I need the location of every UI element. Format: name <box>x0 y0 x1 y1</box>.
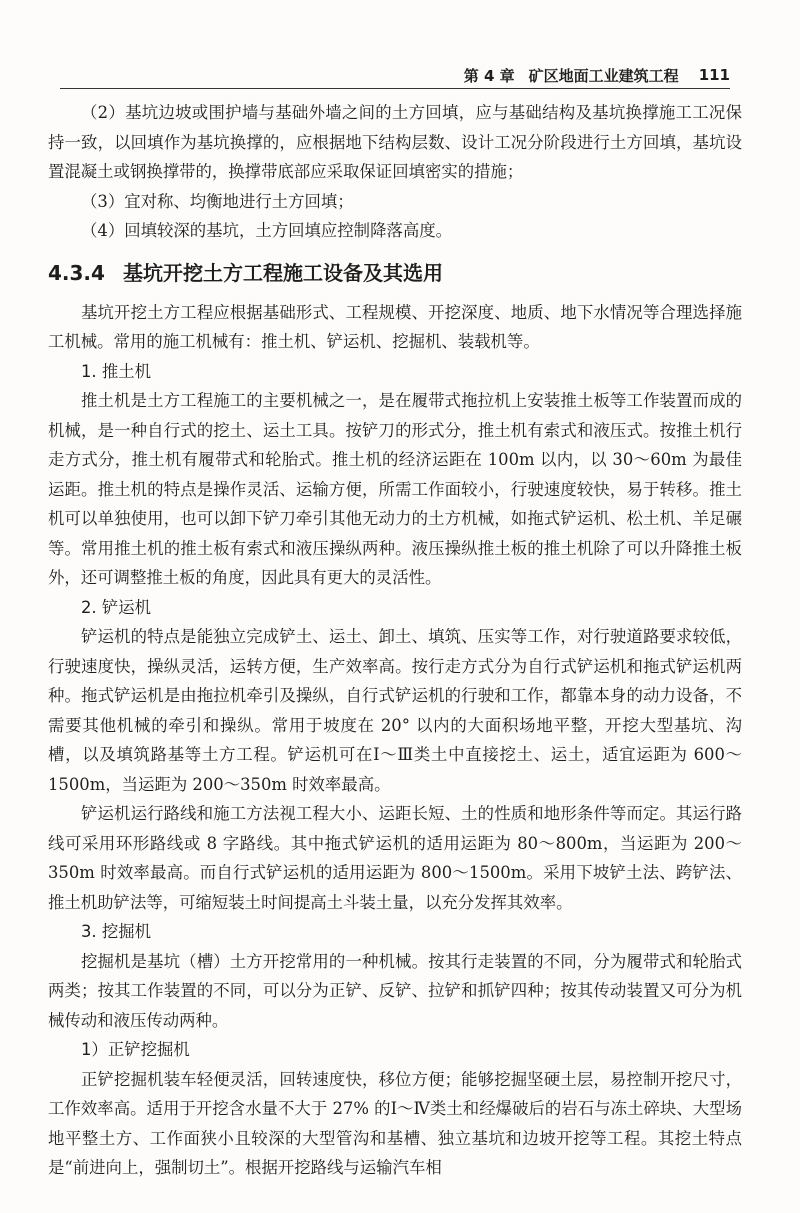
list-item-4: （4）回填较深的基坑，土方回填应控制降落高度。 <box>81 221 453 240</box>
header-chapter-title: 矿区地面工业建筑工程 <box>528 66 679 85</box>
section-heading <box>48 258 742 288</box>
excavator-paragraph: 挖掘机是基坑（槽）土方开挖常用的一种机械。按其行走装置的不同，分为履带式和轮胎式两类；按其工作装置的不同，可以分为正铲、反铲、拉铲和抓铲四种；按其传动装置又可分为机械传动和液压传动两种。 <box>48 951 742 1030</box>
section-title: 基坑开挖土方工程施工设备及其选用 <box>122 260 443 285</box>
header-chapter: 第 4 章 <box>463 66 515 85</box>
front-shovel-heading: 1）正铲挖掘机 <box>81 1040 190 1059</box>
scraper-paragraph-2: 铲运机运行路线和施工方法视工程大小、运距长短、土的性质和地形条件等而定。其运行路线可采用环形路线或 8 字路线。其中拖式铲运机的适用运距为 80～800m，当运距为 200～350m 时效率最高。而自行式铲运机的适用运距为 800～1500m。采用下坡铲土法、跨铲法、推土机助铲法等，可缩短装土时间提高土斗装土量，以充分发挥其效率。 <box>48 804 742 912</box>
page-number: 111 <box>698 66 730 84</box>
section-number: 4.3.4 <box>48 260 105 285</box>
page-body <box>48 98 742 1183</box>
bulldozer-paragraph: 推土机是土方工程施工的主要机械之一，是在履带式拖拉机上安装推土板等工作装置而成的机械，是一种自行式的挖土、运土工具。按铲刀的形式分，推土机有索式和液压式。按推土机行走方式分，推土机有履带式和轮胎式。推土机的经济运距在 100m 以内，以 30～60m 为最佳运距。推土机的特点是操作灵活、运输方便，所需工作面较小，行驶速度较快，易于转移。推土机可以单独使用，也可以卸下铲刀牵引其他无动力的土方机械，如拖式铲运机、松土机、羊足碾等。常用推土机的推土板有索式和液压操纵两种。液压操纵推土板的推土机除了可以升降推土板外，还可调整推土板的角度，因此具有更大的灵活性。 <box>48 391 742 587</box>
scraper-paragraph-1: 铲运机的特点是能独立完成铲土、运土、卸土、填筑、压实等工作，对行驶道路要求较低，行驶速度快，操纵灵活，运转方便，生产效率高。按行走方式分为自行式铲运机和拖式铲运机两种。拖式铲运机是由拖拉机牵引及操纵，自行式铲运机的行驶和工作，都靠本身的动力设备，不需要其他机械的牵引和操纵。常用于坡度在 20° 以内的大面积场地平整，开挖大型基坑、沟槽，以及填筑路基等土方工程。铲运机可在Ⅰ～Ⅲ类土中直接挖土、运土，适宜运距为 600～1500m，当运距为 200～350m 时效率最高。 <box>48 627 742 794</box>
scraper-heading: 2. 铲运机 <box>81 597 152 617</box>
bulldozer-heading: 1. 推土机 <box>81 361 152 381</box>
list-item-2: （2）基坑边坡或围护墙与基础外墙之间的土方回填，应与基础结构及基坑换撑施工工况保持一致，以回填作为基坑换撑的，应根据地下结构层数、设计工况分阶段进行土方回填，基坑设置混凝土或钢换撑带的，换撑带底部应采取保证回填密实的措施； <box>48 103 742 181</box>
section-intro: 基坑开挖土方工程应根据基础形式、工程规模、开挖深度、地质、地下水情况等合理选择施工机械。常用的施工机械有：推土机、铲运机、挖掘机、装载机等。 <box>48 302 742 351</box>
running-header <box>60 62 730 89</box>
front-shovel-paragraph: 正铲挖掘机装车轻便灵活，回转速度快，移位方便；能够挖掘坚硬土层，易控制开挖尺寸，工作效率高。适用于开挖含水量不大于 27% 的Ⅰ～Ⅳ类土和经爆破后的岩石与冻土碎块、大型场地平整土方、工作面狭小且较深的大型管沟和基槽、独立基坑和边坡开挖等工程。其挖土特点是“前进向上，强制切土”。根据开挖路线与运输汽车相 <box>48 1069 742 1177</box>
list-item-3: （3）宜对称、均衡地进行土方回填； <box>81 191 354 211</box>
excavator-heading: 3. 挖掘机 <box>81 922 152 941</box>
